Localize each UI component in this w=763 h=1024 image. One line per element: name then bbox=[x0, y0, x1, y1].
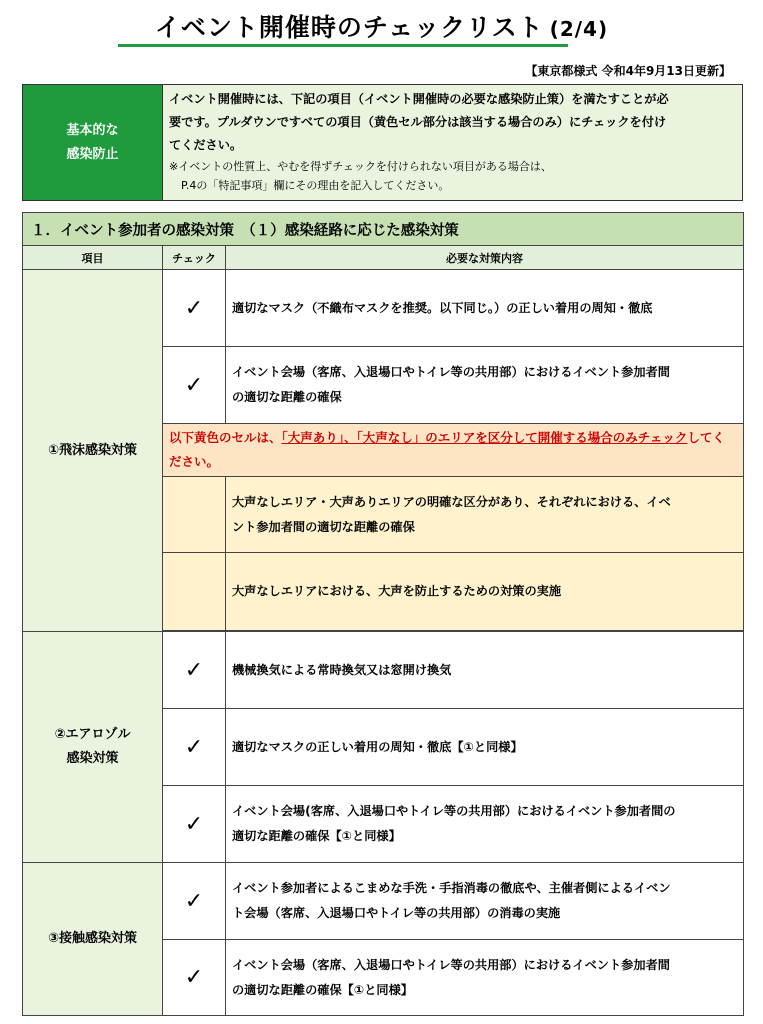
page-number: (2/4) bbox=[549, 17, 609, 41]
intro-text-line3: てください。 bbox=[169, 138, 243, 152]
group-label-line: 感染対策 bbox=[66, 751, 119, 766]
checkmark-icon: ✓ bbox=[184, 734, 204, 760]
form-source-label: 【東京都様式 令和4年9月13日更新】 bbox=[525, 64, 731, 78]
check-cell[interactable] bbox=[163, 709, 226, 786]
measure-line: 大声なしエリア・大声ありエリアの明確な区分があり、それぞれにおける、イベ bbox=[232, 494, 671, 509]
check-cell[interactable] bbox=[163, 553, 226, 631]
measure-line: 大声なしエリアにおける、大声を防止するための対策の実施 bbox=[232, 584, 562, 598]
measure-text bbox=[226, 270, 744, 347]
column-header-content: 必要な対策内容 bbox=[226, 246, 744, 270]
check-cell[interactable] bbox=[163, 347, 226, 424]
page-title bbox=[155, 8, 608, 44]
intro-text-line1: イベント開催時には、下記の項目（イベント開催時の必要な感染防止策）を満たすことが必 bbox=[169, 92, 669, 106]
check-cell[interactable] bbox=[163, 940, 226, 1016]
check-cell[interactable] bbox=[163, 863, 226, 940]
measure-text bbox=[226, 553, 744, 631]
measure-line: ント参加者間の適切な距離の確保 bbox=[232, 519, 415, 534]
intro-text bbox=[163, 85, 742, 200]
column-header-check: チェック bbox=[163, 246, 226, 270]
measure-line: 適切なマスクの正しい着用の周知・徹底【①と同様】 bbox=[232, 739, 523, 754]
measure-text bbox=[226, 863, 744, 940]
notice-emphasis: 「大声あり」、「大声なし」のエリアを区分して開催する場合のみ bbox=[281, 430, 638, 445]
table-row bbox=[23, 632, 744, 709]
measure-text bbox=[226, 709, 744, 786]
check-cell[interactable] bbox=[163, 632, 226, 709]
measure-line: イベント会場（客席、入退場口やトイレ等の共用部）におけるイベント参加者間 bbox=[232, 957, 670, 972]
intro-box bbox=[22, 84, 743, 201]
title-block bbox=[0, 8, 763, 44]
measure-text bbox=[226, 632, 744, 709]
measure-line: 適切なマスク（不織布マスクを推奨。以下同じ。）の正しい着用の周知・徹底 bbox=[232, 300, 653, 315]
notice-part: してください。 bbox=[169, 430, 725, 469]
check-cell[interactable] bbox=[163, 786, 226, 863]
checkmark-icon: ✓ bbox=[184, 965, 204, 990]
checklist-table bbox=[22, 212, 744, 1016]
checkmark-icon: ✓ bbox=[184, 888, 204, 914]
group-label-contact: ③接触感染対策 bbox=[23, 863, 163, 1016]
measure-line: イベント会場（客席、入退場口やトイレ等の共用部）におけるイベント参加者間 bbox=[232, 365, 670, 379]
check-cell[interactable] bbox=[163, 270, 226, 347]
measure-line: 機械換気による常時換気又は窓開け換気 bbox=[232, 662, 452, 677]
measure-text bbox=[226, 940, 744, 1016]
intro-text-line2: 要です。プルダウンですべての項目（黄色セル部分は該当する場合のみ）にチェックを付け bbox=[169, 115, 667, 129]
checkmark-icon: ✓ bbox=[184, 657, 204, 683]
column-header-item: 項目 bbox=[23, 246, 163, 270]
measure-line: の適切な距離の確保【①と同様】 bbox=[232, 982, 413, 997]
intro-note-line1: ※イベントの性質上、やむを得ずチェックを付けられない項目がある場合は、 bbox=[169, 160, 552, 173]
measure-line: イベント会場(客席、入退場口やトイレ等の共用部）におけるイベント参加者間の bbox=[232, 804, 676, 818]
notice-emphasis: チェック bbox=[637, 430, 688, 445]
notice-part: 以下黄色のセルは、 bbox=[169, 430, 282, 445]
measure-line: 適切な距離の確保【①と同様】 bbox=[232, 829, 401, 843]
checkmark-icon: ✓ bbox=[184, 811, 204, 837]
group-label-line: ②エアロゾル bbox=[54, 727, 131, 742]
measure-text bbox=[226, 477, 744, 553]
intro-note-line2: P.4の「特記事項」欄にその理由を記入してください。 bbox=[181, 179, 450, 192]
table-row bbox=[23, 863, 744, 940]
intro-label bbox=[23, 85, 163, 200]
check-cell[interactable] bbox=[163, 477, 226, 553]
group-label-droplet: ①飛沫感染対策 bbox=[23, 270, 163, 632]
checkmark-icon: ✓ bbox=[184, 372, 204, 398]
measure-line: ト会場（客席、入退場口やトイレ等の共用部）の消毒の実施 bbox=[232, 906, 561, 920]
conditional-notice bbox=[163, 424, 744, 477]
table-row bbox=[23, 270, 744, 347]
intro-label-line1: 基本的な bbox=[66, 122, 119, 138]
title-text: イベント開催時のチェックリスト bbox=[154, 13, 544, 42]
group-label-aerosol bbox=[23, 632, 163, 863]
measure-text bbox=[226, 786, 744, 863]
section-heading: １．イベント参加者の感染対策 （１）感染経路に応じた感染対策 bbox=[23, 213, 744, 246]
title-underline bbox=[118, 44, 568, 47]
measure-line: の適切な距離の確保 bbox=[232, 390, 342, 404]
intro-label-line2: 感染防止 bbox=[66, 146, 119, 162]
checkmark-icon: ✓ bbox=[184, 295, 204, 321]
measure-line: イベント参加者によるこまめな手洗・手指消毒の徹底や、主催者側によるイベン bbox=[232, 881, 671, 895]
measure-text bbox=[226, 347, 744, 424]
